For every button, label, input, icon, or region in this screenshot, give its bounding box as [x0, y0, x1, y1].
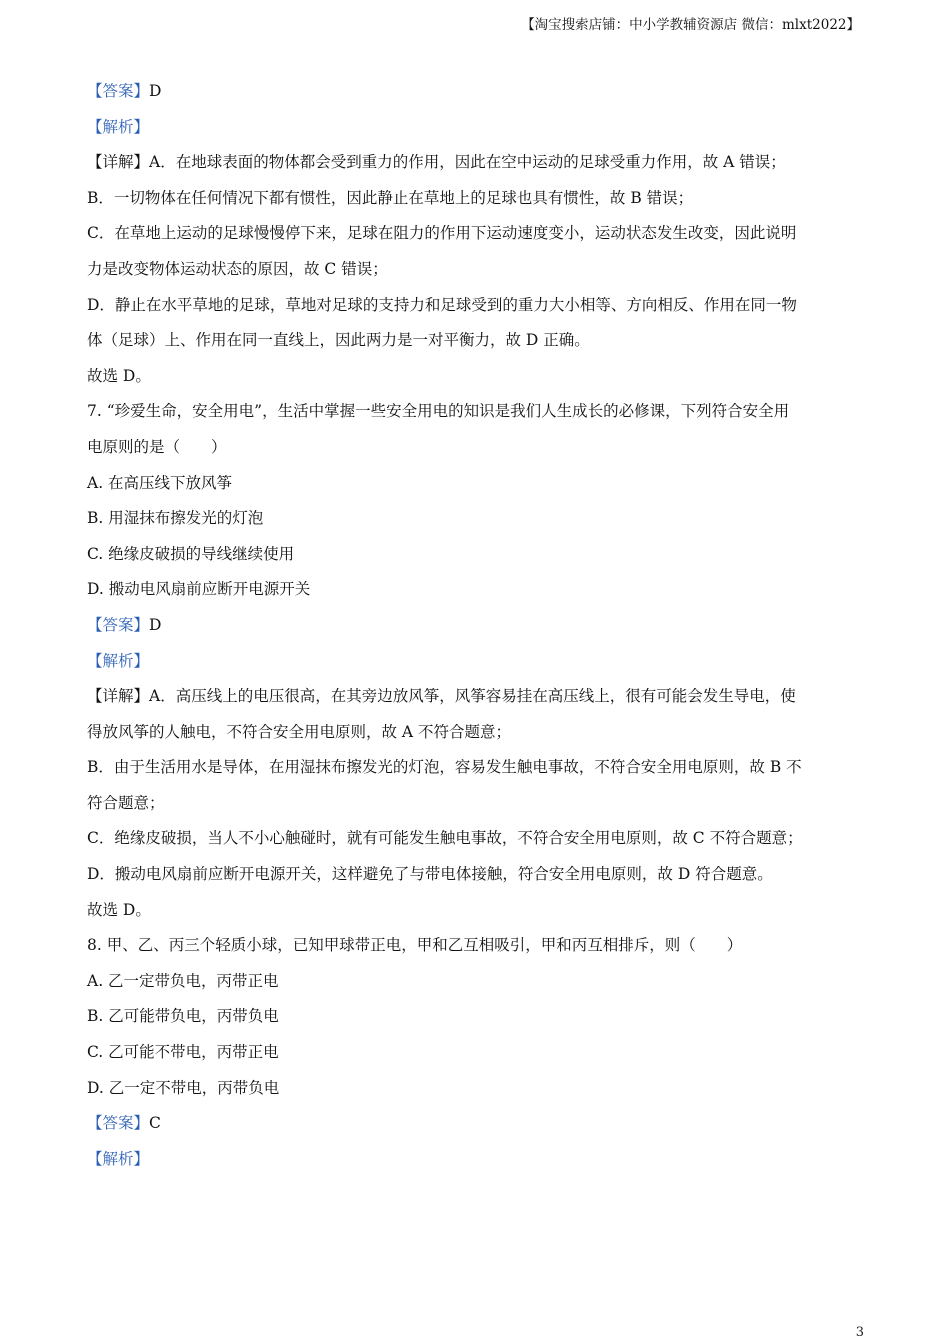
detail-label: 【详解】: [87, 153, 150, 172]
q8-option-c: C. 乙可能不带电，丙带正电: [87, 1043, 279, 1062]
q7-detail-line: C．绝缘皮破损，当人不小心触碰时，就有可能发生触电事故，不符合安全用电原则，故 C 不符合题意；: [87, 829, 803, 848]
document-body: [87, 74, 867, 1177]
answer-value: C: [149, 1114, 161, 1133]
q7-analysis-label: [87, 644, 867, 680]
q7-option-d: D. 搬动电风扇前应断开电源开关: [87, 580, 311, 599]
q7-stem-line: 电原则的是（ ）: [87, 437, 227, 456]
q7-detail-line: 得放风筝的人触电，不符合安全用电原则，故 A 不符合题意；: [87, 722, 512, 741]
q7-option-c: C. 绝缘皮破损的导线继续使用: [87, 544, 295, 563]
q7-option-a: A. 在高压线下放风筝: [87, 473, 233, 492]
analysis-label: 【解析】: [87, 651, 150, 670]
q6-detail-line: B．一切物体在任何情况下都有惯性，因此静止在草地上的足球也具有惯性，故 B 错误；: [87, 188, 694, 207]
answer-value: D: [149, 82, 162, 100]
q7-detail-line: B．由于生活用水是导体，在用湿抹布擦发光的灯泡，容易发生触电事故，不符合安全用电原则，故 B 不: [87, 758, 802, 777]
q8-stem: 8. 甲、乙、丙三个轻质小球，已知甲球带正电，甲和乙互相吸引，甲和丙互相排斥，则（ ）: [87, 936, 743, 955]
q7-option-b: B. 用湿抹布擦发光的灯泡: [87, 509, 264, 528]
q6-conclusion: 故选 D。: [87, 366, 151, 385]
answer-label: 【答案】: [87, 82, 150, 100]
q6-detail-line: C．在草地上运动的足球慢慢停下来，足球在阻力的作用下运动速度变小，运动状态发生改变，因此说明: [87, 224, 797, 243]
detail-text: A．在地球表面的物体都会受到重力的作用，因此在空中运动的足球受重力作用，故 A 错误；: [149, 153, 786, 172]
q8-option-a: A. 乙一定带负电，丙带正电: [87, 971, 279, 990]
page-number: 3: [855, 1325, 864, 1340]
q6-detail-line: [87, 145, 867, 181]
q6-detail-line: 力是改变物体运动状态的原因，故 C 错误；: [87, 259, 388, 278]
q7-answer: [87, 608, 867, 644]
analysis-label: 【解析】: [87, 1149, 150, 1168]
analysis-label: 【解析】: [87, 117, 150, 136]
page-header: 【淘宝搜索店铺：中小学教辅资源店 微信：mlxt2022】: [521, 17, 860, 33]
q6-answer: [87, 74, 867, 110]
answer-label: 【答案】: [87, 615, 150, 634]
answer-value: D: [149, 615, 162, 634]
q6-detail-line: 体（足球）上、作用在同一直线上，因此两力是一对平衡力，故 D 正确。: [87, 331, 590, 350]
q8-answer: [87, 1106, 867, 1142]
q7-detail-line: [87, 679, 867, 715]
q7-detail-line: D．搬动电风扇前应断开电源开关，这样避免了与带电体接触，符合安全用电原则，故 D 符合题意。: [87, 865, 773, 884]
q6-analysis-label: [87, 110, 867, 146]
q8-option-d: D. 乙一定不带电，丙带负电: [87, 1078, 280, 1097]
answer-label: 【答案】: [87, 1114, 150, 1133]
q6-detail-line: D．静止在水平草地的足球，草地对足球的支持力和足球受到的重力大小相等、方向相反、作用在同一物: [87, 295, 797, 314]
q7-detail-line: 符合题意；: [87, 793, 165, 812]
q7-stem-line: 7. “珍爱生命，安全用电”，生活中掌握一些安全用电的知识是我们人生成长的必修课，下列符合安全用: [87, 402, 790, 421]
q8-analysis-label: [87, 1142, 867, 1178]
q8-option-b: B. 乙可能带负电，丙带负电: [87, 1007, 279, 1026]
q7-conclusion: 故选 D。: [87, 900, 151, 919]
detail-label: 【详解】: [87, 687, 150, 706]
detail-text: A．高压线上的电压很高，在其旁边放风筝，风筝容易挂在高压线上，很有可能会发生导电，使: [149, 687, 796, 706]
